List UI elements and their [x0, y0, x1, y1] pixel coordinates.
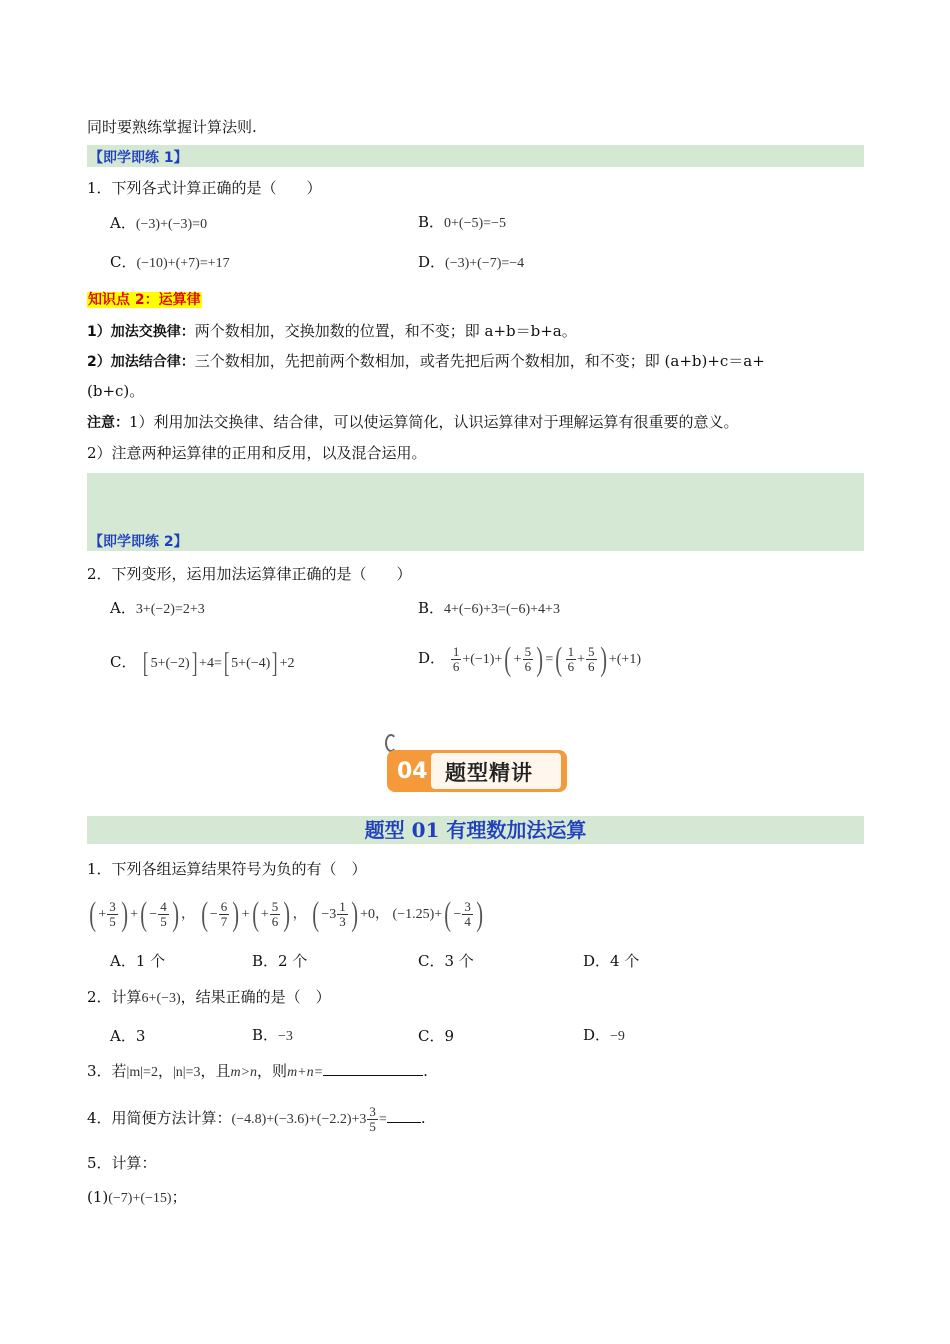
intro-text: 同时要熟练掌握计算法则.: [87, 118, 257, 136]
q3-text: 3．若|m|=2，|n|=3，且m>n，则m+n= .: [87, 1062, 428, 1080]
q1-option-a: A．1 个: [110, 952, 166, 970]
practice1-option-d: D．(−3)+(−7)=−4: [418, 253, 525, 271]
practice2-band: [87, 473, 864, 551]
section-badge: [387, 746, 567, 794]
note-2: 2）注意两种运算律的正用和反用，以及混合运用。: [87, 444, 427, 462]
q1-option-d: D．4 个: [583, 952, 640, 970]
section-title: 题型 01 有理数加法运算: [87, 816, 864, 844]
q4-answer-blank[interactable]: [387, 1107, 421, 1123]
q3-answer-blank[interactable]: [323, 1060, 423, 1076]
q2-option-c: C．9: [418, 1027, 455, 1045]
q2-option-d: D．−9: [583, 1026, 625, 1044]
q2-option-a: A．3: [110, 1027, 146, 1045]
q1-option-b: B．2 个: [252, 952, 308, 970]
associative-law: 2）加法结合律：三个数相加，先把前两个数相加，或者先把后两个数相加，和不变；即 (a+b)+c＝a+: [87, 352, 765, 370]
practice1-option-a: A．(−3)+(−3)=0: [110, 214, 208, 232]
practice2-question: 2．下列变形，运用加法运算律正确的是（ ）: [87, 565, 412, 583]
q1-text: 1．下列各组运算结果符号为负的有（ ）: [87, 860, 367, 878]
commutative-law: 1）加法交换律：两个数相加，交换加数的位置，和不变；即 a+b＝b+a。: [87, 322, 577, 340]
q5-text: 5．计算：: [87, 1154, 157, 1172]
practice2-option-d: D． $\frac{1}{6}$ +(−1)+( + $\frac{5}{6}$ ) =( $\frac{1}{6}$ + $\frac{5}{6}$ ) +(+1): [418, 640, 641, 678]
badge-number: 04: [397, 759, 428, 784]
practice1-question: 1．下列各式计算正确的是（ ）: [87, 179, 322, 197]
practice2-option-c: C． [ 5+(−2)] +4=[ 5+(−4)] +2: [110, 648, 295, 679]
practice1-option-b: B．0+(−5)=−5: [418, 213, 506, 231]
note-1: 注意：1）利用加法交换律、结合律，可以使运算简化，认识运算律对于理解运算有很重要的意义。: [87, 413, 739, 431]
associative-law-cont: (b+c)。: [87, 382, 145, 400]
knowledge-point-2-title: 知识点 2：运算律: [88, 292, 201, 308]
q1-option-c: C．3 个: [418, 952, 474, 970]
practice2-option-b: B．4+(−6)+3=(−6)+4+3: [418, 599, 560, 617]
practice1-band: [87, 145, 864, 167]
q1-expressions: ( + $\frac{3}{5}$ ) +( − $\frac{4}{5}$ ) ， ( − $\frac{6}{7}$ ) +( + $\frac{5}{6}$ ) ， ( −3 $\frac{1}{3}$ ) +0， (−1.25)+( − $\frac{3}{4}$ ): [89, 895, 483, 933]
practice2-option-a: A．3+(−2)=2+3: [110, 599, 205, 617]
badge-text: 题型精讲: [445, 761, 533, 785]
q2-option-b: B．−3: [252, 1026, 293, 1044]
q4-text: 4．用简便方法计算：(−4.8)+(−3.6)+(−2.2)+3 $\frac{3}{5}$ = .: [87, 1103, 426, 1134]
q2-text: 2．计算6+(−3)，结果正确的是（ ）: [87, 988, 331, 1006]
practice1-header: 【即学即练 1】: [89, 150, 188, 166]
practice2-header: 【即学即练 2】: [89, 534, 188, 550]
practice1-option-c: C．(−10)+(+7)=+17: [110, 253, 230, 271]
q5-sub1: (1)(−7)+(−15)；: [87, 1188, 187, 1206]
